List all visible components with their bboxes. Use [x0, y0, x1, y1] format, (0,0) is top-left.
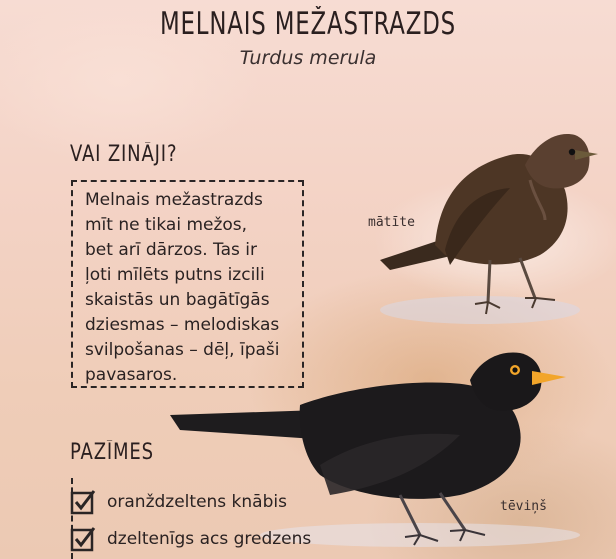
feature-label: dzeltenīgs acs gredzens	[107, 529, 312, 549]
facts-heading: VAI ZINĀJI?	[70, 142, 178, 167]
checkbox-checked-icon	[70, 526, 96, 552]
features-heading: PAZĪMES	[70, 440, 154, 465]
feature-item	[70, 526, 311, 552]
feature-item	[70, 489, 287, 515]
female-label: mātīte	[368, 215, 415, 230]
facts-line: bet arī dārzos. Tas ir	[85, 240, 258, 260]
facts-line: dziesmas – melodiskas	[85, 315, 280, 335]
facts-line: pavasaros.	[85, 365, 178, 385]
facts-line: ļoti mīlēts putns izcili	[85, 265, 265, 285]
male-label: tēviņš	[500, 499, 547, 514]
facts-line: svilpošanas – dēļ, īpaši	[85, 340, 280, 360]
latin-name: Turdus merula	[239, 47, 377, 69]
feature-label: oranždzeltens knābis	[107, 492, 287, 512]
checkbox-checked-icon	[70, 489, 96, 515]
facts-box	[71, 180, 304, 388]
facts-line: Melnais mežastrazds	[85, 190, 263, 210]
facts-line: skaistās un bagātīgās	[85, 290, 270, 310]
female-blackbird-illustration	[360, 70, 610, 340]
page-title: MELNAIS MEŽASTRAZDS	[159, 6, 457, 42]
facts-line: mīt ne tikai mežos,	[85, 215, 248, 235]
